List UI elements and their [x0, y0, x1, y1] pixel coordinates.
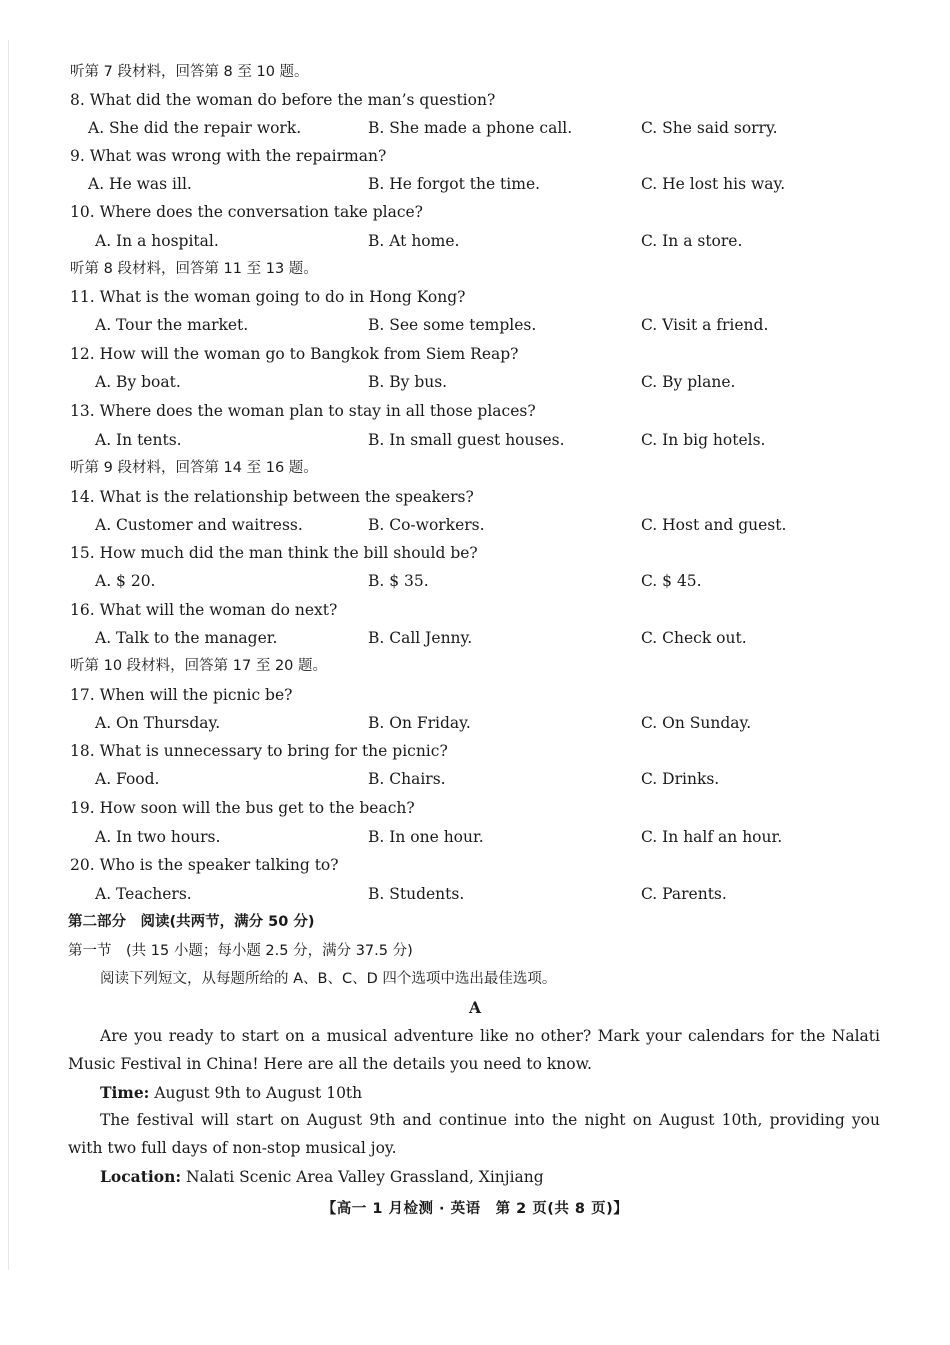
option-8a: A. She did the repair work.	[88, 119, 302, 137]
option-12a: A. By boat.	[95, 373, 181, 391]
location-label: Location:	[100, 1167, 182, 1186]
time-line	[100, 1083, 362, 1103]
question-17: 17. When will the picnic be?	[70, 686, 293, 704]
option-12b: B. By bus.	[368, 373, 448, 391]
option-11b: B. See some temples.	[368, 316, 537, 334]
option-13c: C. In big hotels.	[641, 431, 766, 449]
option-20c: C. Parents.	[641, 885, 727, 903]
option-8c: C. She said sorry.	[641, 119, 778, 137]
option-17b: B. On Friday.	[368, 714, 471, 732]
option-10b: B. At home.	[368, 232, 460, 250]
question-16: 16. What will the woman do next?	[70, 601, 338, 619]
option-10a: A. In a hospital.	[95, 232, 219, 250]
option-15a: A. $ 20.	[95, 572, 156, 590]
question-19: 19. How soon will the bus get to the beach?	[70, 799, 415, 817]
question-14: 14. What is the relationship between the speakers?	[70, 488, 474, 506]
option-15b: B. $ 35.	[368, 572, 429, 590]
option-17a: A. On Thursday.	[95, 714, 221, 732]
option-20a: A. Teachers.	[95, 885, 192, 903]
option-11a: A. Tour the market.	[95, 316, 249, 334]
question-18: 18. What is unnecessary to bring for the picnic?	[70, 742, 448, 760]
option-13b: B. In small guest houses.	[368, 431, 565, 449]
option-15c: C. $ 45.	[641, 572, 702, 590]
option-8b: B. She made a phone call.	[368, 119, 573, 137]
option-20b: B. Students.	[368, 885, 465, 903]
option-12c: C. By plane.	[641, 373, 736, 391]
option-14c: C. Host and guest.	[641, 516, 787, 534]
option-16a: A. Talk to the manager.	[95, 629, 278, 647]
option-9c: C. He lost his way.	[641, 175, 786, 193]
option-18b: B. Chairs.	[368, 770, 446, 788]
question-20: 20. Who is the speaker talking to?	[70, 856, 339, 874]
section-header-8: 听第 8 段材料，回答第 11 至 13 题。	[70, 261, 318, 277]
option-10c: C. In a store.	[641, 232, 743, 250]
section-header-9: 听第 9 段材料，回答第 14 至 16 题。	[70, 460, 318, 476]
option-17c: C. On Sunday.	[641, 714, 752, 732]
option-19c: C. In half an hour.	[641, 828, 783, 846]
question-11: 11. What is the woman going to do in Hong Kong?	[70, 288, 466, 306]
option-13a: A. In tents.	[95, 431, 182, 449]
option-19a: A. In two hours.	[95, 828, 221, 846]
section-header-10: 听第 10 段材料，回答第 17 至 20 题。	[70, 658, 328, 674]
option-11c: C. Visit a friend.	[641, 316, 769, 334]
section1-header: 第一节 (共 15 小题；每小题 2.5 分，满分 37.5 分)	[68, 943, 413, 959]
option-19b: B. In one hour.	[368, 828, 484, 846]
option-16b: B. Call Jenny.	[368, 629, 473, 647]
part2-title: 第二部分 阅读(共两节，满分 50 分)	[68, 914, 315, 930]
time-label: Time:	[100, 1083, 150, 1102]
passage-paragraph-1: Are you ready to start on a musical adventure like no other? Mark your calendars for the Nalati Music Festival in China! Here are all the details you need to know.	[68, 1027, 880, 1073]
page-footer: 【高一 1 月检测 · 英语 第 2 页(共 8 页)】	[321, 1201, 629, 1217]
question-15: 15. How much did the man think the bill should be?	[70, 544, 478, 562]
option-18c: C. Drinks.	[641, 770, 720, 788]
scan-edge	[8, 40, 9, 1270]
question-8: 8. What did the woman do before the man’s question?	[70, 91, 496, 109]
passage-paragraph-2: The festival will start on August 9th and continue into the night on August 10th, providing you with two full days of non-stop musical joy.	[68, 1111, 880, 1157]
passage-label: A	[468, 998, 482, 1017]
option-16c: C. Check out.	[641, 629, 747, 647]
question-10: 10. Where does the conversation take place?	[70, 203, 423, 221]
reading-instruction: 阅读下列短文，从每题所给的 A、B、C、D 四个选项中选出最佳选项。	[100, 971, 557, 987]
question-13: 13. Where does the woman plan to stay in all those places?	[70, 402, 536, 420]
option-14b: B. Co-workers.	[368, 516, 485, 534]
question-9: 9. What was wrong with the repairman?	[70, 147, 387, 165]
question-12: 12. How will the woman go to Bangkok from Siem Reap?	[70, 345, 519, 363]
option-18a: A. Food.	[95, 770, 160, 788]
option-9a: A. He was ill.	[88, 175, 192, 193]
location-value: Nalati Scenic Area Valley Grassland, Xinjiang	[181, 1168, 544, 1186]
location-line	[100, 1167, 544, 1187]
option-9b: B. He forgot the time.	[368, 175, 541, 193]
time-value: August 9th to August 10th	[149, 1084, 363, 1102]
section-header-7: 听第 7 段材料，回答第 8 至 10 题。	[70, 64, 309, 80]
option-14a: A. Customer and waitress.	[95, 516, 303, 534]
